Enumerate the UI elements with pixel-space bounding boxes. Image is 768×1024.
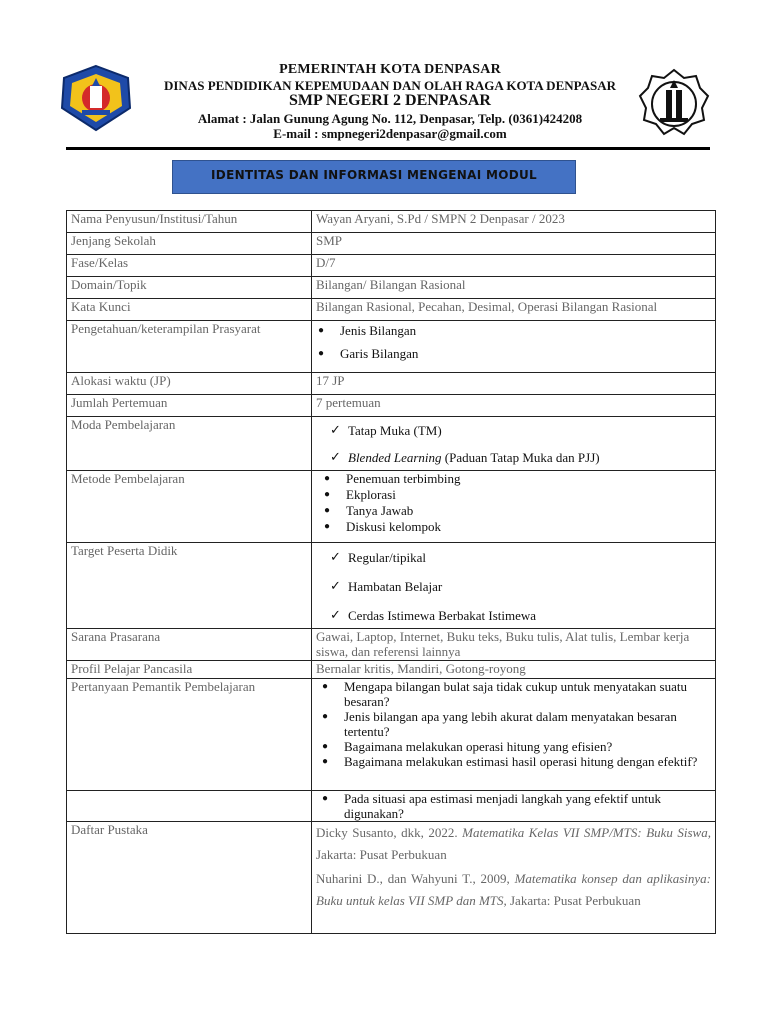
ref-author: Dicky Susanto, dkk, 2022.: [316, 825, 463, 840]
ref-title: Matematika konsep dan aplikasinya: Buku untuk kelas VII SMP dan MTS,: [316, 871, 711, 908]
school-emblem-icon: [638, 68, 710, 140]
list-item: ● Jenis bilangan apa yang lebih akurat dalam menyatakan besaran tertentu?: [344, 709, 711, 739]
row-label: Jenjang Sekolah: [67, 233, 312, 255]
ref-publisher: Jakarta: Pusat Perbukuan: [506, 893, 641, 908]
list-item: ● Tanya Jawab: [346, 503, 711, 518]
table-row: [67, 417, 716, 471]
list-item: ● Diskusi kelompok: [346, 519, 711, 534]
row-label: Jumlah Pertemuan: [67, 395, 312, 417]
module-identity-table: [66, 210, 716, 934]
list-item: ✓ Tatap Muka (TM): [348, 423, 711, 438]
row-value: Wayan Aryani, S.Pd / SMPN 2 Denpasar / 2023: [312, 211, 716, 233]
list-item: ● Mengapa bilangan bulat saja tidak cukup untuk menyatakan suatu besaran?: [344, 679, 711, 709]
table-row: [67, 661, 716, 679]
row-value: [312, 417, 716, 471]
table-row: [67, 822, 716, 934]
table-row: [67, 543, 716, 629]
table-row: [67, 299, 716, 321]
list-item: ✓ Regular/tipikal: [348, 550, 711, 565]
row-label: Daftar Pustaka: [67, 822, 312, 934]
header-address: Alamat : Jalan Gunung Agung No. 112, Denpasar, Telp. (0361)424208: [197, 111, 583, 126]
list-item: ● Jenis Bilangan: [340, 323, 711, 338]
section-title-banner: IDENTITAS DAN INFORMASI MENGENAI MODUL: [172, 160, 576, 194]
row-label: Fase/Kelas: [67, 255, 312, 277]
table-row: [67, 211, 716, 233]
row-label: Target Peserta Didik: [67, 543, 312, 629]
ref-publisher: Jakarta: Pusat Perbukuan: [316, 847, 447, 862]
ref-author: Nuharini D., dan Wahyuni T., 2009,: [316, 871, 515, 886]
row-label: Profil Pelajar Pancasila: [67, 661, 312, 679]
blended-learning-term: Blended Learning: [348, 450, 442, 465]
table-row: [67, 629, 716, 661]
row-value: Bernalar kritis, Mandiri, Gotong-royong: [312, 661, 716, 679]
table-row: [67, 791, 716, 822]
table-row: [67, 277, 716, 299]
row-value: 17 JP: [312, 373, 716, 395]
table-row: [67, 471, 716, 543]
table-row: [67, 255, 716, 277]
row-label: Domain/Topik: [67, 277, 312, 299]
reference-2: [316, 868, 711, 912]
list-item: ✓ Hambatan Belajar: [348, 579, 711, 594]
row-value: SMP: [312, 233, 716, 255]
row-label: Metode Pembelajaran: [67, 471, 312, 543]
row-value: [312, 471, 716, 543]
header-email: E-mail : smpnegeri2denpasar@gmail.com: [273, 126, 507, 141]
header-school-name: SMP NEGERI 2 DENPASAR: [289, 92, 491, 109]
list-item: ● Bagaimana melakukan estimasi hasil operasi hitung dengan efektif?: [344, 754, 711, 769]
row-value: 7 pertemuan: [312, 395, 716, 417]
row-value: [312, 679, 716, 791]
ref-title: Matematika Kelas VII SMP/MTS: Buku Siswa,: [462, 825, 711, 840]
list-item: ● Penemuan terbimbing: [346, 471, 711, 486]
table-row: [67, 373, 716, 395]
table-row: [67, 321, 716, 373]
row-value: Bilangan/ Bilangan Rasional: [312, 277, 716, 299]
row-label: Pengetahuan/keterampilan Prasyarat: [67, 321, 312, 373]
row-value: [312, 543, 716, 629]
row-value: D/7: [312, 255, 716, 277]
denpasar-city-emblem-icon: [60, 64, 132, 132]
row-label: Pertanyaan Pemantik Pembelajaran: [67, 679, 312, 791]
table-row: [67, 233, 716, 255]
list-item: ✓ Cerdas Istimewa Berbakat Istimewa: [348, 608, 711, 623]
header-divider: [66, 147, 710, 150]
row-value: [312, 791, 716, 822]
list-item: ● Bagaimana melakukan operasi hitung yang efisien?: [344, 739, 711, 754]
table-row: [67, 395, 716, 417]
row-label: Moda Pembelajaran: [67, 417, 312, 471]
row-value: [312, 822, 716, 934]
list-item: [348, 450, 711, 465]
letterhead: [0, 58, 768, 148]
blended-learning-desc: (Paduan Tatap Muka dan PJJ): [441, 450, 600, 465]
row-label: Nama Penyusun/Institusi/Tahun: [67, 211, 312, 233]
list-item: ● Pada situasi apa estimasi menjadi langkah yang efektif untuk digunakan?: [344, 791, 711, 821]
row-value: [312, 321, 716, 373]
row-label: Kata Kunci: [67, 299, 312, 321]
table-row: [67, 679, 716, 791]
header-department: DINAS PENDIDIKAN KEPEMUDAAN DAN OLAH RAGA KOTA DENPASAR: [163, 78, 617, 93]
list-item: ● Garis Bilangan: [340, 346, 711, 361]
list-item: ● Ekplorasi: [346, 487, 711, 502]
reference-1: [316, 822, 711, 866]
row-value: Bilangan Rasional, Pecahan, Desimal, Operasi Bilangan Rasional: [312, 299, 716, 321]
row-label-empty: [67, 791, 312, 822]
row-value: Gawai, Laptop, Internet, Buku teks, Buku tulis, Alat tulis, Lembar kerja siswa, dan referensi lainnya: [312, 629, 716, 661]
row-label: Sarana Prasarana: [67, 629, 312, 661]
header-government: PEMERINTAH KOTA DENPASAR: [279, 62, 501, 77]
row-label: Alokasi waktu (JP): [67, 373, 312, 395]
